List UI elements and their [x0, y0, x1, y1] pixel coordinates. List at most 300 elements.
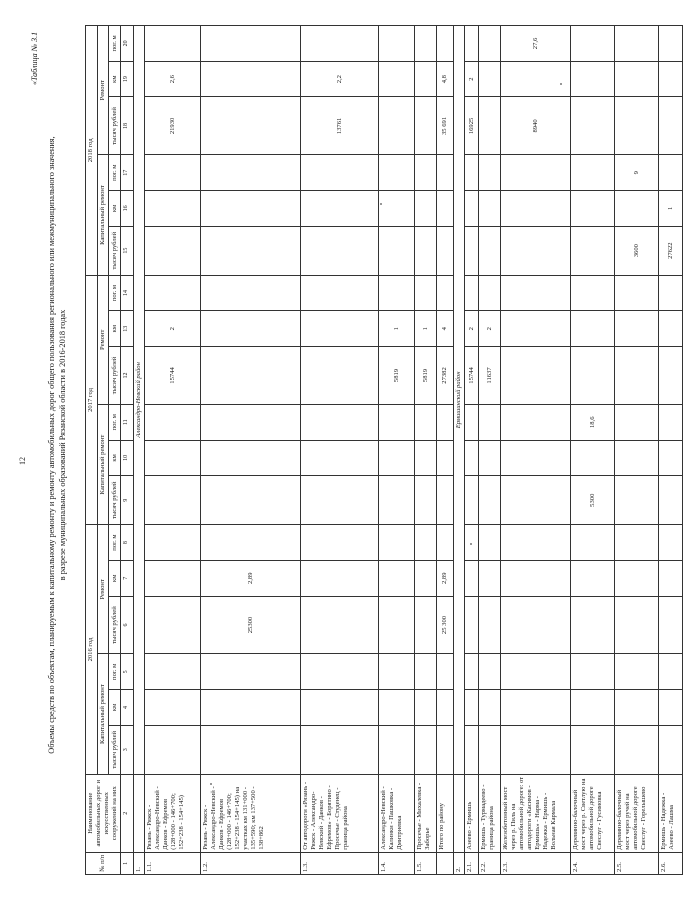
value-cell — [379, 476, 415, 525]
road-name: Просечье - Михалевка - Заборье — [415, 774, 437, 852]
value-cell — [571, 275, 615, 311]
table-row — [479, 26, 501, 875]
table-row — [615, 26, 659, 875]
total-value — [437, 725, 454, 774]
value-cell: 5819 — [379, 347, 415, 405]
unit-cell: км — [109, 560, 121, 596]
value-cell — [145, 404, 201, 440]
value-cell: 21930 — [145, 97, 201, 155]
section-name: Ермишинский район — [454, 26, 465, 775]
value-cell — [145, 560, 201, 596]
scan-speck — [560, 83, 562, 85]
value-cell — [479, 725, 501, 774]
value-cell: 2 — [465, 311, 479, 347]
value-cell: 18,6 — [571, 404, 615, 440]
value-cell — [615, 26, 659, 62]
header-kap: Капитальный ремонт — [97, 404, 109, 524]
value-cell — [479, 440, 501, 476]
value-cell — [501, 226, 571, 275]
value-cell — [615, 654, 659, 690]
road-name: Деревянно-балочный мост через р. Светлую на автомобильной дороге Свеслуг - Гусимовка — [571, 774, 615, 852]
scan-speck — [380, 203, 382, 205]
header-kap: Капитальный ремонт — [97, 155, 109, 275]
value-cell — [379, 596, 415, 654]
value-cell — [571, 97, 615, 155]
unit-cell: пог. м — [109, 155, 121, 191]
value-cell — [571, 191, 615, 227]
document-title — [46, 45, 68, 845]
value-cell — [615, 596, 659, 654]
value-cell — [465, 226, 479, 275]
value-cell — [201, 347, 301, 405]
row-no: 1.2. — [201, 852, 301, 874]
value-cell — [571, 725, 615, 774]
value-cell — [465, 191, 479, 227]
value-cell — [659, 311, 683, 347]
value-cell — [659, 654, 683, 690]
value-cell — [301, 26, 379, 62]
value-cell — [465, 26, 479, 62]
table-body — [134, 26, 683, 875]
total-value — [437, 654, 454, 690]
value-cell — [571, 654, 615, 690]
value-cell — [201, 275, 301, 311]
value-cell — [201, 525, 301, 561]
value-cell — [301, 404, 379, 440]
value-cell — [571, 560, 615, 596]
value-cell — [465, 725, 479, 774]
road-name: Деревянно-балочный мост через ручей на автомобильной дороге Свеслуг - Горелышево — [615, 774, 659, 852]
value-cell — [145, 226, 201, 275]
value-cell — [379, 97, 415, 155]
section-row — [134, 26, 145, 875]
total-value: 2,89 — [437, 560, 454, 596]
value-cell — [201, 725, 301, 774]
value-cell — [301, 654, 379, 690]
value-cell: 13761 — [301, 97, 379, 155]
value-cell — [479, 404, 501, 440]
row-no: 1.3. — [301, 852, 379, 874]
value-cell: 2,89 — [201, 560, 301, 596]
total-value — [437, 191, 454, 227]
unit-cell: км — [109, 690, 121, 726]
value-cell — [145, 275, 201, 311]
value-cell — [415, 97, 437, 155]
index-cell: 15 — [121, 226, 134, 275]
road-name: Железобетонный мост через р. Пиль на автомобильной дороге: от автодороги «Касимов - Ермишь» - Нарма - Надежка - Ермишь - Вольная Кармала — [501, 774, 571, 852]
funding-table — [85, 25, 683, 875]
value-cell — [479, 26, 501, 62]
value-cell — [301, 725, 379, 774]
unit-cell: пог. м — [109, 404, 121, 440]
table-row — [571, 26, 615, 875]
value-cell — [301, 476, 379, 525]
unit-cell: пог. м — [109, 26, 121, 62]
value-cell — [145, 155, 201, 191]
value-cell — [659, 155, 683, 191]
header-row-types — [97, 26, 109, 875]
value-cell — [201, 311, 301, 347]
value-cell — [479, 476, 501, 525]
value-cell: 25300 — [201, 596, 301, 654]
page-number: 12 — [18, 457, 27, 465]
header-year-2016: 2016 год — [86, 525, 98, 775]
value-cell — [465, 155, 479, 191]
value-cell — [379, 226, 415, 275]
total-value — [437, 155, 454, 191]
road-name: Ермишь - Турмадеево - граница района — [479, 774, 501, 852]
value-cell — [415, 560, 437, 596]
value-cell — [301, 226, 379, 275]
value-cell — [571, 596, 615, 654]
section-name: Александро-Невский район — [134, 26, 145, 775]
index-row — [121, 26, 134, 875]
value-cell — [615, 476, 659, 525]
title-line: Объемы средств по объектам, планируемым к капитальному ремонту и ремонту автомобильных дорог общего пользования регионального или межмуниципального значения, — [47, 136, 56, 754]
value-cell — [501, 404, 571, 440]
value-cell — [479, 97, 501, 155]
value-cell — [145, 525, 201, 561]
value-cell — [201, 226, 301, 275]
total-value — [437, 404, 454, 440]
total-value — [437, 440, 454, 476]
value-cell: 8940 — [501, 97, 571, 155]
value-cell — [415, 226, 437, 275]
road-name: Азеево - Ермишь — [465, 774, 479, 852]
value-cell — [571, 525, 615, 561]
value-cell — [659, 275, 683, 311]
unit-cell: тысяч рублей — [109, 725, 121, 774]
unit-cell: км — [109, 311, 121, 347]
value-cell — [479, 61, 501, 97]
index-cell: 6 — [121, 596, 134, 654]
value-cell: 5300 — [571, 476, 615, 525]
value-cell — [145, 725, 201, 774]
value-cell: 27622 — [659, 226, 683, 275]
value-cell — [201, 654, 301, 690]
table-label: «Таблица № 3.1 — [30, 31, 39, 85]
value-cell — [415, 690, 437, 726]
road-name: Рязань - Ряжск - Александро-Невский - Данков - Ефремов (128+000 - 146+700; 152+238 - 154+145) — [145, 774, 201, 852]
total-value — [437, 275, 454, 311]
total-value: 35 691 — [437, 97, 454, 155]
table-row — [145, 26, 201, 875]
unit-cell: тысяч рублей — [109, 97, 121, 155]
value-cell — [479, 525, 501, 561]
value-cell — [659, 440, 683, 476]
value-cell — [415, 404, 437, 440]
road-name: Александро-Невский - Калинки - Пашковка - Дмитриевка — [379, 774, 415, 852]
value-cell: 27,6 — [501, 26, 571, 62]
value-cell — [379, 26, 415, 62]
scan-speck — [210, 783, 212, 785]
value-cell — [145, 690, 201, 726]
header-rem: Ремонт — [97, 525, 109, 654]
value-cell — [465, 690, 479, 726]
value-cell — [615, 347, 659, 405]
index-cell: 4 — [121, 690, 134, 726]
index-cell: 12 — [121, 347, 134, 405]
value-cell — [479, 690, 501, 726]
row-no: 1.5. — [415, 852, 437, 874]
value-cell — [465, 654, 479, 690]
value-cell — [465, 476, 479, 525]
section-no: 1. — [134, 852, 145, 874]
value-cell: 16925 — [465, 97, 479, 155]
total-label: Итого по району — [437, 774, 454, 852]
value-cell — [659, 347, 683, 405]
value-cell: 1 — [415, 311, 437, 347]
value-cell: 2,6 — [145, 61, 201, 97]
value-cell — [201, 440, 301, 476]
value-cell — [415, 596, 437, 654]
total-value: 27382 — [437, 347, 454, 405]
total-value — [437, 525, 454, 561]
table-row — [659, 26, 683, 875]
value-cell — [201, 97, 301, 155]
value-cell — [145, 26, 201, 62]
value-cell — [615, 61, 659, 97]
value-cell — [379, 560, 415, 596]
header-rem: Ремонт — [97, 275, 109, 404]
value-cell — [659, 97, 683, 155]
unit-cell: тысяч рублей — [109, 226, 121, 275]
value-cell — [415, 476, 437, 525]
row-no: 2.4. — [571, 852, 615, 874]
value-cell — [301, 155, 379, 191]
index-cell: 1 — [121, 852, 134, 874]
index-cell: 11 — [121, 404, 134, 440]
table-row — [465, 26, 479, 875]
value-cell — [415, 725, 437, 774]
value-cell — [615, 311, 659, 347]
unit-cell: тысяч рублей — [109, 596, 121, 654]
value-cell: 3600 — [615, 226, 659, 275]
value-cell — [465, 596, 479, 654]
unit-cell: км — [109, 61, 121, 97]
total-value — [437, 26, 454, 62]
value-cell — [379, 440, 415, 476]
value-cell — [615, 725, 659, 774]
value-cell — [201, 26, 301, 62]
value-cell — [615, 275, 659, 311]
unit-cell: тысяч рублей — [109, 476, 121, 525]
value-cell — [145, 596, 201, 654]
value-cell — [201, 61, 301, 97]
value-cell: 2 — [479, 311, 501, 347]
value-cell — [615, 525, 659, 561]
value-cell — [145, 654, 201, 690]
table-row — [379, 26, 415, 875]
unit-cell: км — [109, 440, 121, 476]
unit-cell: пог. м — [109, 525, 121, 561]
value-cell: 15744 — [465, 347, 479, 405]
value-cell — [479, 560, 501, 596]
value-cell — [501, 347, 571, 405]
value-cell — [465, 404, 479, 440]
value-cell — [201, 191, 301, 227]
value-cell — [571, 311, 615, 347]
index-cell: 9 — [121, 476, 134, 525]
header-row-years — [86, 26, 98, 875]
header-year-2018: 2018 год — [86, 26, 98, 276]
value-cell — [415, 191, 437, 227]
index-cell: 3 — [121, 725, 134, 774]
value-cell — [415, 525, 437, 561]
value-cell — [301, 560, 379, 596]
value-cell — [571, 440, 615, 476]
value-cell — [615, 97, 659, 155]
value-cell — [379, 404, 415, 440]
value-cell: 2,2 — [301, 61, 379, 97]
section-row — [454, 26, 465, 875]
section-no: 2. — [454, 852, 465, 874]
unit-cell: тысяч рублей — [109, 347, 121, 405]
value-cell — [659, 560, 683, 596]
header-year-2017: 2017 год — [86, 275, 98, 525]
value-cell — [659, 26, 683, 62]
value-cell: 1 — [659, 191, 683, 227]
value-cell — [415, 440, 437, 476]
value-cell — [379, 275, 415, 311]
value-cell — [571, 26, 615, 62]
value-cell — [301, 311, 379, 347]
unit-cell: км — [109, 191, 121, 227]
index-cell: 19 — [121, 61, 134, 97]
total-value — [437, 226, 454, 275]
index-cell: 5 — [121, 654, 134, 690]
row-no: 2.5. — [615, 852, 659, 874]
value-cell — [379, 690, 415, 726]
value-cell — [501, 440, 571, 476]
value-cell — [501, 654, 571, 690]
index-cell: 7 — [121, 560, 134, 596]
index-cell: 20 — [121, 26, 134, 62]
value-cell: 9 — [615, 155, 659, 191]
index-cell: 2 — [121, 774, 134, 852]
value-cell — [301, 275, 379, 311]
value-cell — [501, 596, 571, 654]
value-cell — [415, 61, 437, 97]
table-row — [301, 26, 379, 875]
index-cell: 16 — [121, 191, 134, 227]
value-cell — [301, 690, 379, 726]
value-cell — [465, 275, 479, 311]
row-no: 2.6. — [659, 852, 683, 874]
total-value: 25 300 — [437, 596, 454, 654]
header-rem: Ремонт — [97, 26, 109, 155]
unit-cell: пог. м — [109, 654, 121, 690]
index-cell: 8 — [121, 525, 134, 561]
header-name: Наименование автомобильных дорог и искусственных сооружений на них — [86, 774, 121, 852]
value-cell — [501, 725, 571, 774]
value-cell — [379, 725, 415, 774]
value-cell — [301, 596, 379, 654]
total-row — [437, 26, 454, 875]
value-cell: 5819 — [415, 347, 437, 405]
value-cell — [571, 690, 615, 726]
value-cell — [571, 226, 615, 275]
value-cell — [479, 275, 501, 311]
value-cell — [571, 155, 615, 191]
index-cell: 10 — [121, 440, 134, 476]
index-cell: 17 — [121, 155, 134, 191]
title-line: в разрезе муниципальных образований Рязанской области в 2016-2018 годах — [58, 309, 67, 581]
value-cell — [201, 690, 301, 726]
value-cell — [479, 226, 501, 275]
table-row — [415, 26, 437, 875]
value-cell — [615, 560, 659, 596]
row-no: 1.1. — [145, 852, 201, 874]
total-value — [437, 690, 454, 726]
value-cell — [479, 155, 501, 191]
table-row — [201, 26, 301, 875]
value-cell — [465, 440, 479, 476]
value-cell — [501, 311, 571, 347]
scan-speck — [470, 543, 472, 545]
value-cell — [659, 61, 683, 97]
header-kap: Капитальный ремонт — [97, 654, 109, 774]
header-row-units — [109, 26, 121, 875]
value-cell — [415, 26, 437, 62]
value-cell: 1 — [379, 311, 415, 347]
value-cell — [571, 347, 615, 405]
value-cell — [615, 191, 659, 227]
total-value: 4 — [437, 311, 454, 347]
value-cell — [501, 525, 571, 561]
value-cell: 11637 — [479, 347, 501, 405]
value-cell — [615, 690, 659, 726]
header-no: № п/п — [86, 852, 121, 874]
road-name: От автодороги «Рязань - Ряжск - Александро-Невский - Данков - Ефремов» - Борятино - Просечье - Студенец - граница района — [301, 774, 379, 852]
value-cell — [379, 155, 415, 191]
value-cell — [501, 690, 571, 726]
value-cell — [659, 725, 683, 774]
road-name: Рязань - Ряжск - Александро-Невский - Данков - Ефремов (128+000 - 146+700; 152+238 - 154+145) на участках км 131+000 - 135+590; км 137+500 - 138+862 — [201, 774, 301, 852]
value-cell — [479, 654, 501, 690]
row-no: 2.2. — [479, 852, 501, 874]
value-cell — [465, 560, 479, 596]
value-cell — [415, 275, 437, 311]
section-blank — [454, 774, 465, 852]
value-cell — [501, 191, 571, 227]
value-cell: 15744 — [145, 347, 201, 405]
value-cell — [659, 525, 683, 561]
value-cell — [479, 191, 501, 227]
road-name: Ермишь - Надежка - Азеево - Лашма — [659, 774, 683, 852]
value-cell — [145, 191, 201, 227]
value-cell — [501, 476, 571, 525]
value-cell — [659, 690, 683, 726]
value-cell — [501, 560, 571, 596]
unit-cell: пог. м — [109, 275, 121, 311]
total-value: 4,8 — [437, 61, 454, 97]
value-cell — [501, 275, 571, 311]
value-cell — [571, 61, 615, 97]
row-no: 2.3. — [501, 852, 571, 874]
value-cell — [415, 654, 437, 690]
value-cell — [379, 61, 415, 97]
index-cell: 18 — [121, 97, 134, 155]
row-no: 2.1. — [465, 852, 479, 874]
value-cell — [301, 191, 379, 227]
value-cell — [415, 155, 437, 191]
index-cell: 13 — [121, 311, 134, 347]
value-cell — [301, 347, 379, 405]
row-no: 1.4. — [379, 852, 415, 874]
value-cell — [615, 440, 659, 476]
section-blank — [134, 774, 145, 852]
